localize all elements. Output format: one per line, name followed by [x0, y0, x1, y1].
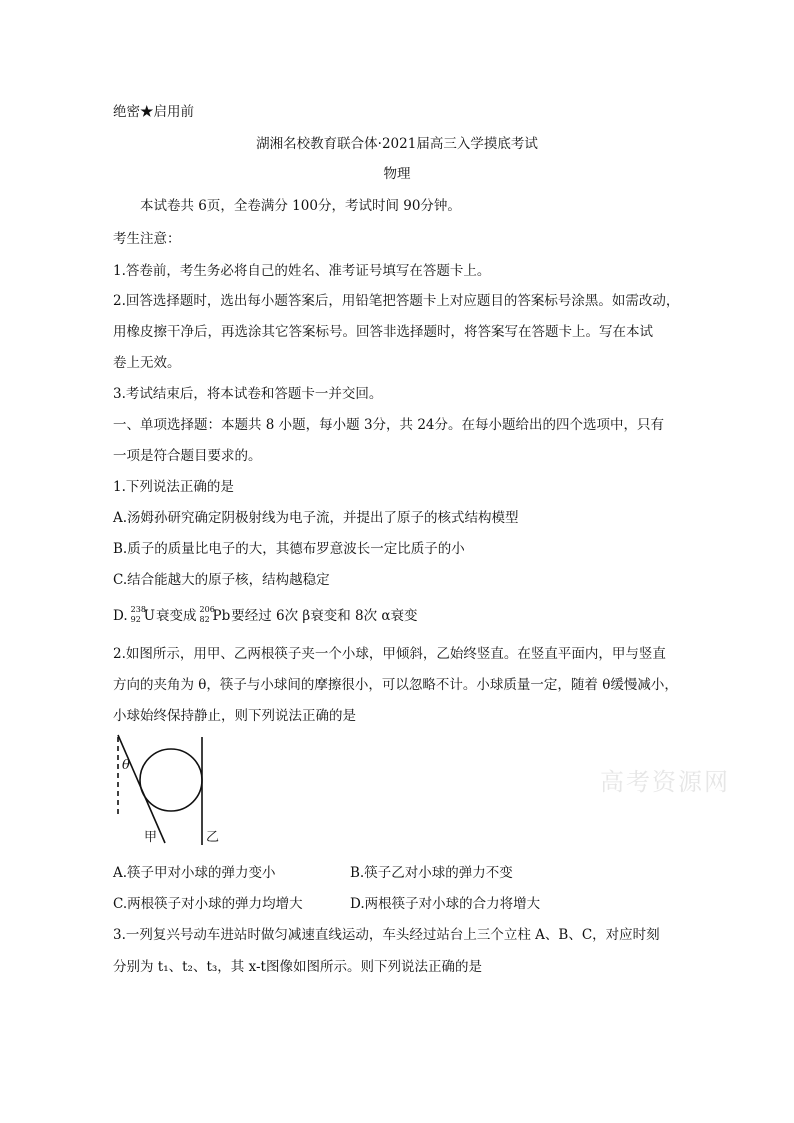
lead-symbol: Pb: [212, 608, 231, 624]
q3-stem-line-2: 分别为 t₁、t₂、t₃，其 x-t图像如图所示。则下列说法正确的是: [113, 959, 482, 975]
notice-item-2-line-3: 卷上无效。: [113, 355, 181, 371]
ball: [140, 749, 202, 811]
uranium-atomic-number: 92: [130, 615, 141, 624]
q2-option-b: B.筷子乙对小球的弹力不变: [350, 865, 513, 881]
notice-item-3: 3.考试结束后，将本试卷和答题卡一并交回。: [113, 386, 383, 402]
q1-option-b: B.质子的质量比电子的大，其德布罗意波长一定比质子的小: [113, 541, 465, 557]
theta-label: θ: [122, 758, 130, 773]
exam-title: 湖湘名校教育联合体·2021届高三入学摸底考试: [256, 136, 538, 152]
lead-mass-number: 206: [199, 605, 215, 614]
notice-item-2-line-2: 用橡皮擦干净后，再选涂其它答案标号。回答非选择题时，将答案写在答题卡上。写在本试: [113, 324, 653, 340]
watermark: 高考资源网: [600, 768, 730, 796]
q1-option-a: A.汤姆孙研究确定阴极射线为电子流，并提出了原子的核式结构模型: [113, 510, 519, 526]
q1-option-d-mid: 衰变成: [156, 608, 197, 624]
uranium-nuclide: [131, 607, 155, 625]
q3-stem-line-1: 3.一列复兴号动车进站时做匀减速直线运动，车头经过站台上三个立柱 A、B、C，对应时刻: [113, 927, 660, 943]
lead-atomic-number: 82: [199, 615, 210, 624]
notice-title: 考生注意：: [113, 231, 181, 247]
uranium-mass-number: 238: [130, 605, 146, 614]
q1-option-d: [113, 607, 418, 625]
subject-title: 物理: [383, 166, 411, 182]
q1-option-d-prefix: D.: [113, 608, 128, 624]
q2-option-a: A.筷子甲对小球的弹力变小: [113, 865, 276, 881]
yi-label: 乙: [206, 830, 220, 845]
q2-stem-line-2: 方向的夹角为 θ，筷子与小球间的摩擦很小，可以忽略不计。小球质量一定，随着 θ缓慢减小，: [113, 677, 678, 693]
confidential-label: 绝密★启用前: [113, 104, 194, 120]
q2-option-d: D.两根筷子对小球的合力将增大: [350, 896, 541, 912]
chopsticks-ball-diagram: [108, 733, 228, 848]
q2-stem-line-1: 2.如图所示，用甲、乙两根筷子夹一个小球，甲倾斜，乙始终竖直。在竖直平面内，甲与竖直: [113, 646, 666, 662]
q1-stem: 1.下列说法正确的是: [113, 479, 234, 495]
notice-item-1: 1.答卷前，考生务必将自己的姓名、准考证号填写在答题卡上。: [113, 263, 491, 279]
section-1-heading-line-2: 一项是符合题目要求的。: [113, 448, 262, 464]
jia-label: 甲: [144, 830, 158, 845]
notice-item-2-line-1: 2.回答选择题时，选出每小题答案后，用铅笔把答题卡上对应题目的答案标号涂黑。如需改动，: [113, 293, 680, 309]
section-1-heading-line-1: 一、单项选择题：本题共 8 小题，每小题 3分，共 24分。在每小题给出的四个选项中，只有: [113, 417, 665, 433]
lead-nuclide: [200, 607, 231, 625]
q1-option-d-suffix: 要经过 6次 β衰变和 8次 α衰变: [231, 608, 418, 624]
intro-text: 本试卷共 6页，全卷满分 100分，考试时间 90分钟。: [140, 198, 461, 214]
q2-option-c: C.两根筷子对小球的弹力均增大: [113, 896, 303, 912]
q2-stem-line-3: 小球始终保持静止，则下列说法正确的是: [113, 708, 356, 724]
q1-option-c: C.结合能越大的原子核，结构越稳定: [113, 572, 330, 588]
uranium-symbol: U: [143, 608, 156, 624]
